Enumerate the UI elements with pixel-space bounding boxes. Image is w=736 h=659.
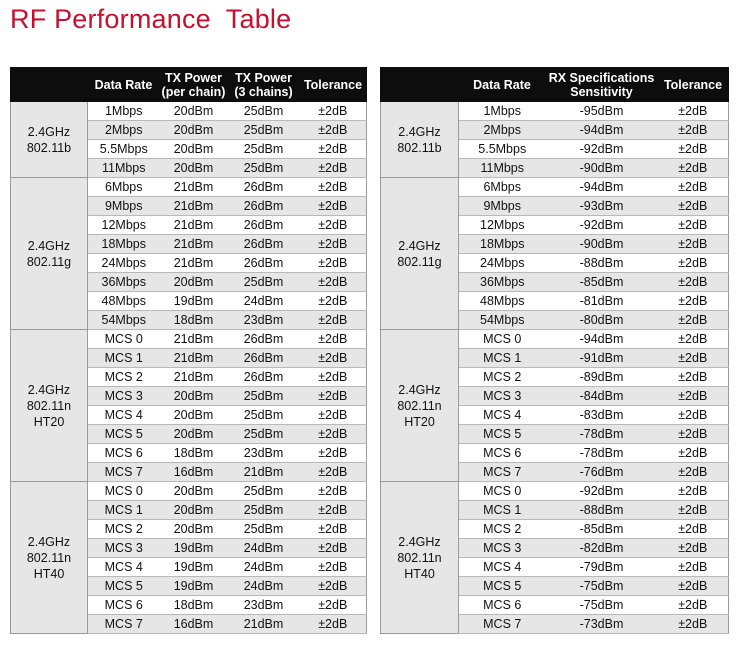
table-cell: 25dBm — [228, 406, 300, 425]
table-cell: ±2dB — [658, 273, 729, 292]
table-cell: 23dBm — [228, 311, 300, 330]
table-cell: ±2dB — [658, 520, 729, 539]
table-cell: -78dBm — [546, 444, 658, 463]
table-cell: 20dBm — [160, 406, 228, 425]
table-cell: ±2dB — [658, 501, 729, 520]
table-cell: 21dBm — [228, 615, 300, 634]
table-cell: ±2dB — [300, 178, 367, 197]
table-cell: ±2dB — [658, 444, 729, 463]
table-cell: 18dBm — [160, 596, 228, 615]
column-header: TX Power (per chain) — [160, 68, 228, 102]
table-cell: 19dBm — [160, 558, 228, 577]
table-cell: ±2dB — [300, 254, 367, 273]
table-cell: ±2dB — [300, 349, 367, 368]
table-cell: 18Mbps — [459, 235, 546, 254]
mode-group-label: 2.4GHz 802.11g — [11, 178, 88, 330]
table-cell: 16dBm — [160, 615, 228, 634]
table-cell: 20dBm — [160, 482, 228, 501]
table-cell: -92dBm — [546, 482, 658, 501]
table-cell: -92dBm — [546, 140, 658, 159]
page-title: RF Performance Table — [10, 4, 292, 34]
table-cell: MCS 4 — [459, 558, 546, 577]
table-cell: MCS 1 — [88, 501, 160, 520]
table-cell: -78dBm — [546, 425, 658, 444]
table-cell: MCS 6 — [459, 444, 546, 463]
column-header — [11, 68, 88, 102]
table-cell: 5.5Mbps — [459, 140, 546, 159]
table-cell: MCS 0 — [88, 482, 160, 501]
table-cell: 11Mbps — [88, 159, 160, 178]
table-cell: 25dBm — [228, 501, 300, 520]
table-cell: 18dBm — [160, 444, 228, 463]
table-cell: ±2dB — [300, 501, 367, 520]
table-cell: MCS 3 — [88, 387, 160, 406]
table-cell: ±2dB — [300, 330, 367, 349]
table-cell: 1Mbps — [459, 102, 546, 121]
table-cell: 21dBm — [160, 178, 228, 197]
mode-group-label: 2.4GHz 802.11b — [11, 102, 88, 178]
table-cell: ±2dB — [658, 387, 729, 406]
table-cell: 20dBm — [160, 121, 228, 140]
table-cell: ±2dB — [658, 539, 729, 558]
table-cell: ±2dB — [658, 102, 729, 121]
table-cell: 21dBm — [160, 349, 228, 368]
column-header — [381, 68, 459, 102]
table-cell: ±2dB — [300, 368, 367, 387]
table-cell: -92dBm — [546, 216, 658, 235]
table-cell: 23dBm — [228, 596, 300, 615]
table-cell: MCS 2 — [88, 520, 160, 539]
table-cell: MCS 1 — [459, 349, 546, 368]
table-cell: MCS 7 — [459, 463, 546, 482]
table-cell: 9Mbps — [459, 197, 546, 216]
table-cell: MCS 4 — [459, 406, 546, 425]
table-cell: -95dBm — [546, 102, 658, 121]
table-cell: 25dBm — [228, 121, 300, 140]
table-cell: -85dBm — [546, 520, 658, 539]
table-cell: 24dBm — [228, 539, 300, 558]
table-cell: 1Mbps — [88, 102, 160, 121]
table-cell: 2Mbps — [459, 121, 546, 140]
table-cell: ±2dB — [300, 216, 367, 235]
table-cell: 24dBm — [228, 577, 300, 596]
table-cell: 24dBm — [228, 558, 300, 577]
table-cell: 20dBm — [160, 501, 228, 520]
table-cell: 20dBm — [160, 520, 228, 539]
table-cell: 26dBm — [228, 197, 300, 216]
table-cell: ±2dB — [658, 216, 729, 235]
table-cell: MCS 6 — [88, 444, 160, 463]
mode-group-label: 2.4GHz 802.11g — [381, 178, 459, 330]
table-cell: 26dBm — [228, 178, 300, 197]
table-cell: 48Mbps — [459, 292, 546, 311]
table-cell: 18dBm — [160, 311, 228, 330]
table-row — [381, 102, 729, 121]
table-cell: ±2dB — [658, 425, 729, 444]
table-cell: MCS 4 — [88, 406, 160, 425]
mode-group-label: 2.4GHz 802.11b — [381, 102, 459, 178]
table-cell: ±2dB — [300, 197, 367, 216]
table-cell: ±2dB — [300, 292, 367, 311]
table-cell: 26dBm — [228, 254, 300, 273]
table-cell: MCS 2 — [459, 368, 546, 387]
table-cell: 21dBm — [160, 330, 228, 349]
table-cell: MCS 2 — [88, 368, 160, 387]
table-cell: 36Mbps — [88, 273, 160, 292]
table-cell: 24dBm — [228, 292, 300, 311]
table-cell: ±2dB — [300, 463, 367, 482]
table-cell: ±2dB — [658, 596, 729, 615]
table-cell: -88dBm — [546, 501, 658, 520]
table-cell: MCS 3 — [459, 387, 546, 406]
table-cell: 25dBm — [228, 273, 300, 292]
table-cell: ±2dB — [658, 254, 729, 273]
table-cell: -90dBm — [546, 159, 658, 178]
table-cell: MCS 2 — [459, 520, 546, 539]
table-cell: MCS 5 — [459, 577, 546, 596]
table-cell: 19dBm — [160, 577, 228, 596]
column-header: RX Specifications Sensitivity — [546, 68, 658, 102]
table-cell: ±2dB — [300, 425, 367, 444]
table-cell: 25dBm — [228, 520, 300, 539]
table-cell: MCS 4 — [88, 558, 160, 577]
table-cell: ±2dB — [300, 121, 367, 140]
mode-group-label: 2.4GHz 802.11n HT20 — [11, 330, 88, 482]
table-cell: 26dBm — [228, 368, 300, 387]
table-cell: ±2dB — [300, 615, 367, 634]
table-cell: ±2dB — [300, 387, 367, 406]
table-cell: MCS 5 — [88, 577, 160, 596]
table-cell: -76dBm — [546, 463, 658, 482]
table-cell: 21dBm — [228, 463, 300, 482]
table-cell: -90dBm — [546, 235, 658, 254]
table-cell: ±2dB — [300, 558, 367, 577]
table-cell: ±2dB — [658, 406, 729, 425]
table-cell: MCS 0 — [459, 482, 546, 501]
table-cell: -83dBm — [546, 406, 658, 425]
table-cell: ±2dB — [300, 102, 367, 121]
table-cell: 16dBm — [160, 463, 228, 482]
table-cell: 20dBm — [160, 387, 228, 406]
table-cell: -93dBm — [546, 197, 658, 216]
header-row — [381, 68, 729, 102]
mode-group-label: 2.4GHz 802.11n HT40 — [381, 482, 459, 634]
table-cell: ±2dB — [658, 235, 729, 254]
table-cell: 26dBm — [228, 349, 300, 368]
header-row — [11, 68, 367, 102]
table-cell: MCS 6 — [88, 596, 160, 615]
table-cell: 26dBm — [228, 216, 300, 235]
table-cell: 25dBm — [228, 102, 300, 121]
table-cell: 21dBm — [160, 197, 228, 216]
table-cell: 26dBm — [228, 235, 300, 254]
table-cell: 54Mbps — [88, 311, 160, 330]
table-cell: MCS 1 — [88, 349, 160, 368]
table-cell: ±2dB — [658, 558, 729, 577]
table-cell: MCS 5 — [88, 425, 160, 444]
table-cell: 26dBm — [228, 330, 300, 349]
table-cell: ±2dB — [300, 273, 367, 292]
table-cell: 2Mbps — [88, 121, 160, 140]
table-cell: ±2dB — [300, 444, 367, 463]
table-cell: 25dBm — [228, 425, 300, 444]
table-cell: ±2dB — [300, 140, 367, 159]
table-cell: 19dBm — [160, 292, 228, 311]
table-row — [11, 482, 367, 501]
column-header: Data Rate — [459, 68, 546, 102]
table-cell: 25dBm — [228, 482, 300, 501]
table-cell: 18Mbps — [88, 235, 160, 254]
table-cell: ±2dB — [300, 482, 367, 501]
table-cell: ±2dB — [300, 159, 367, 178]
table-cell: 20dBm — [160, 159, 228, 178]
table-cell: 6Mbps — [459, 178, 546, 197]
table-cell: MCS 0 — [88, 330, 160, 349]
table-row — [381, 482, 729, 501]
table-cell: 11Mbps — [459, 159, 546, 178]
table-cell: ±2dB — [658, 292, 729, 311]
table-row — [11, 330, 367, 349]
table-cell: 25dBm — [228, 159, 300, 178]
table-cell: MCS 7 — [88, 615, 160, 634]
table-cell: ±2dB — [300, 577, 367, 596]
table-cell: ±2dB — [300, 539, 367, 558]
table-cell: -81dBm — [546, 292, 658, 311]
tx-performance-table — [10, 67, 367, 634]
table-cell: 24Mbps — [459, 254, 546, 273]
table-cell: 48Mbps — [88, 292, 160, 311]
table-cell: ±2dB — [658, 368, 729, 387]
table-row — [11, 178, 367, 197]
table-cell: 36Mbps — [459, 273, 546, 292]
table-cell: -82dBm — [546, 539, 658, 558]
table-cell: ±2dB — [658, 140, 729, 159]
table-cell: ±2dB — [658, 159, 729, 178]
mode-group-label: 2.4GHz 802.11n HT20 — [381, 330, 459, 482]
mode-group-label: 2.4GHz 802.11n HT40 — [11, 482, 88, 634]
table-cell: 25dBm — [228, 140, 300, 159]
table-cell: -94dBm — [546, 330, 658, 349]
table-cell: ±2dB — [300, 520, 367, 539]
table-cell: MCS 7 — [459, 615, 546, 634]
table-cell: 12Mbps — [459, 216, 546, 235]
table-cell: ±2dB — [658, 463, 729, 482]
table-cell: -88dBm — [546, 254, 658, 273]
table-row — [11, 102, 367, 121]
table-cell: 21dBm — [160, 254, 228, 273]
table-cell: 5.5Mbps — [88, 140, 160, 159]
table-cell: ±2dB — [300, 311, 367, 330]
table-cell: MCS 1 — [459, 501, 546, 520]
table-cell: 9Mbps — [88, 197, 160, 216]
table-cell: ±2dB — [658, 121, 729, 140]
table-cell: 20dBm — [160, 102, 228, 121]
table-cell: 21dBm — [160, 216, 228, 235]
column-header: Tolerance — [300, 68, 367, 102]
table-cell: ±2dB — [300, 596, 367, 615]
table-cell: -79dBm — [546, 558, 658, 577]
table-cell: ±2dB — [658, 330, 729, 349]
table-cell: 19dBm — [160, 539, 228, 558]
table-cell: -75dBm — [546, 596, 658, 615]
table-cell: -89dBm — [546, 368, 658, 387]
table-cell: MCS 3 — [459, 539, 546, 558]
table-cell: ±2dB — [300, 235, 367, 254]
table-row — [381, 330, 729, 349]
table-row — [381, 178, 729, 197]
table-cell: 21dBm — [160, 368, 228, 387]
table-cell: ±2dB — [658, 577, 729, 596]
table-cell: 54Mbps — [459, 311, 546, 330]
table-cell: ±2dB — [658, 197, 729, 216]
table-cell: 24Mbps — [88, 254, 160, 273]
table-cell: MCS 6 — [459, 596, 546, 615]
table-cell: -91dBm — [546, 349, 658, 368]
table-cell: 20dBm — [160, 140, 228, 159]
table-cell: ±2dB — [658, 482, 729, 501]
table-cell: MCS 7 — [88, 463, 160, 482]
column-header: Data Rate — [88, 68, 160, 102]
table-cell: 20dBm — [160, 273, 228, 292]
table-cell: 6Mbps — [88, 178, 160, 197]
table-cell: -84dBm — [546, 387, 658, 406]
column-header: TX Power (3 chains) — [228, 68, 300, 102]
table-cell: MCS 5 — [459, 425, 546, 444]
table-cell: ±2dB — [658, 311, 729, 330]
table-cell: MCS 0 — [459, 330, 546, 349]
table-cell: 25dBm — [228, 387, 300, 406]
table-cell: 20dBm — [160, 425, 228, 444]
table-cell: -80dBm — [546, 311, 658, 330]
table-cell: ±2dB — [658, 615, 729, 634]
table-cell: 23dBm — [228, 444, 300, 463]
table-cell: MCS 3 — [88, 539, 160, 558]
column-header: Tolerance — [658, 68, 729, 102]
table-cell: ±2dB — [300, 406, 367, 425]
table-cell: 21dBm — [160, 235, 228, 254]
table-cell: -85dBm — [546, 273, 658, 292]
table-cell: ±2dB — [658, 349, 729, 368]
table-cell: -75dBm — [546, 577, 658, 596]
table-cell: -73dBm — [546, 615, 658, 634]
rx-performance-table — [380, 67, 729, 634]
table-cell: -94dBm — [546, 121, 658, 140]
table-cell: -94dBm — [546, 178, 658, 197]
table-cell: ±2dB — [658, 178, 729, 197]
table-cell: 12Mbps — [88, 216, 160, 235]
